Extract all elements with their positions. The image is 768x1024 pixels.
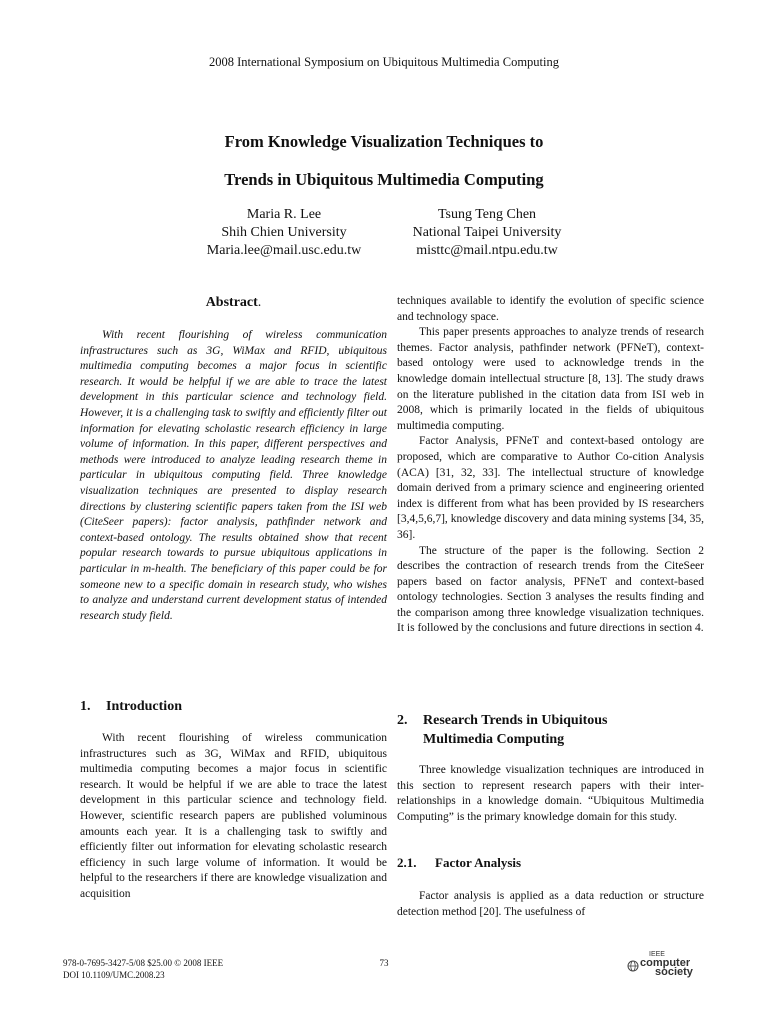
section-title-line-2: Multimedia Computing — [423, 732, 565, 747]
right-column-body — [397, 294, 704, 637]
section-2-1-paragraph: Factor analysis is applied as a data reduction or structure detection method [20]. The usefulness of — [397, 890, 704, 918]
subsection-title: Factor Analysis — [435, 855, 522, 870]
section-number: 2. — [397, 713, 408, 728]
author-block-2 — [372, 206, 602, 260]
author-affiliation: Shih Chien University — [221, 225, 347, 240]
author-email: Maria.lee@mail.usc.edu.tw — [206, 243, 362, 258]
footer-doi: DOI 10.1109/UMC.2008.23 — [63, 970, 165, 980]
logo-computer-text: computer — [640, 957, 691, 969]
abstract-heading-text: Abstract — [205, 295, 258, 310]
introduction-paragraph: With recent flourishing of wireless communication infrastructures such as 3G, WiMax and RFID, ubiquitous multimedia computing becomes a major focus in scientific research. It would be helpful if we are able to trace the latest development in this particular science and technology field. However, scientific research papers are published voluminous amounts each year. It is a challenging task to swiftly and efficiently filter out information for elevating scholastic research efficiency in such large volume of information. It would be helpful to the researchers if there are knowledge visualization and acquisition — [80, 732, 387, 900]
subsection-number: 2.1. — [397, 855, 417, 870]
section-number: 1. — [80, 699, 91, 714]
section-2-body — [397, 763, 704, 825]
abstract-body — [80, 328, 387, 624]
introduction-body — [80, 731, 387, 903]
footer-copyright — [63, 957, 223, 981]
section-title: Introduction — [106, 699, 182, 714]
paragraph: This paper presents approaches to analyze trends of research themes. Factor analysis, pathfinder network (PFNeT), context-based ontology were used to acknowledge trends in the knowledge domain intellectual structure [8, 13]. The study draws on the literature published in the citation data from ISI web in 2008, which is primarily located in the fields of ubiquitous multimedia computing. — [397, 326, 704, 432]
section-1-heading — [80, 697, 182, 716]
paper-title-line-2: Trends in Ubiquitous Multimedia Computing — [224, 170, 544, 189]
paragraph: Factor Analysis, PFNeT and context-based ontology are proposed, which are comparative to Author Co-cition Analysis (ACA) [31, 32, 33]. The intellectual structure of knowledge domain derived from a primary science and engineering oriented index is different from what has been provided by IS researchers [3,4,5,6,7], knowledge discovery and data mining systems [34, 35, 36]. — [397, 435, 704, 541]
author-name: Maria R. Lee — [246, 207, 322, 222]
page-number: 73 — [379, 958, 389, 968]
paper-title-line-1: From Knowledge Visualization Techniques to — [224, 132, 544, 151]
section-2-1-body — [397, 889, 704, 920]
paragraph-continuation: techniques available to identify the evolution of specific science and technology space. — [397, 295, 704, 323]
author-email: misttc@mail.ntpu.edu.tw — [416, 243, 558, 258]
paragraph: The structure of the paper is the following. Section 2 describes the contraction of research trends from the CiteSeer papers based on factor analysis, PFNeT and context-based ontology technologies. Section 3 analyses the results finding and the comparison among three knowledge visualization techniques. It is followed by the conclusions and future directions in section 4. — [397, 544, 704, 635]
ieee-computer-society-logo — [627, 951, 727, 981]
section-title-line-1: Research Trends in Ubiquitous — [423, 713, 608, 728]
footer-isbn: 978-0-7695-3427-5/08 $25.00 © 2008 IEEE — [63, 958, 224, 968]
author-block-1 — [169, 206, 399, 260]
author-name: Tsung Teng Chen — [437, 207, 537, 222]
section-2-heading — [397, 711, 608, 749]
section-2-1-heading — [397, 855, 521, 871]
section-2-paragraph: Three knowledge visualization techniques are introduced in this section to represent research papers with their inter-relationships in a knowledge domain. “Ubiquitous Multimedia Computing” is the primary knowledge domain for this study. — [397, 764, 704, 823]
author-affiliation: National Taipei University — [412, 225, 562, 240]
logo-ieee-text: IEEE — [649, 951, 665, 958]
abstract-paragraph: With recent flourishing of wireless communication infrastructures such as 3G, WiMax and RFID, ubiquitous multimedia computing becomes a major focus in scientific research. It would be helpful if we are able to trace the latest development in this particular science and technology field. However, it is a challenging task to swiftly and efficiently filter out information for elevating scholastic research efficiency in large volume of information. In this paper, different perspectives and methods were introduced to analyze leading research theme in particular in ubiquitous computing field. Three knowledge visualization techniques are presented to display research directions by clustering scientific papers taken from the ISI web (CiteSeer papers): factor analysis, pathfinder network and context-based ontology. The results obtained show that recent popular research towards to pursue ubiquitous applications in particular in m-health. The beneficiary of this paper could be for someone new to a specific domain in research study, who wishes to analyze and understand current development status of intended research study field. — [80, 329, 387, 622]
abstract-heading: Abstract. — [205, 295, 262, 310]
globe-icon — [627, 960, 639, 972]
logo-society-text: society — [655, 966, 693, 978]
running-header: 2008 International Symposium on Ubiquitous Multimedia Computing — [209, 55, 559, 69]
